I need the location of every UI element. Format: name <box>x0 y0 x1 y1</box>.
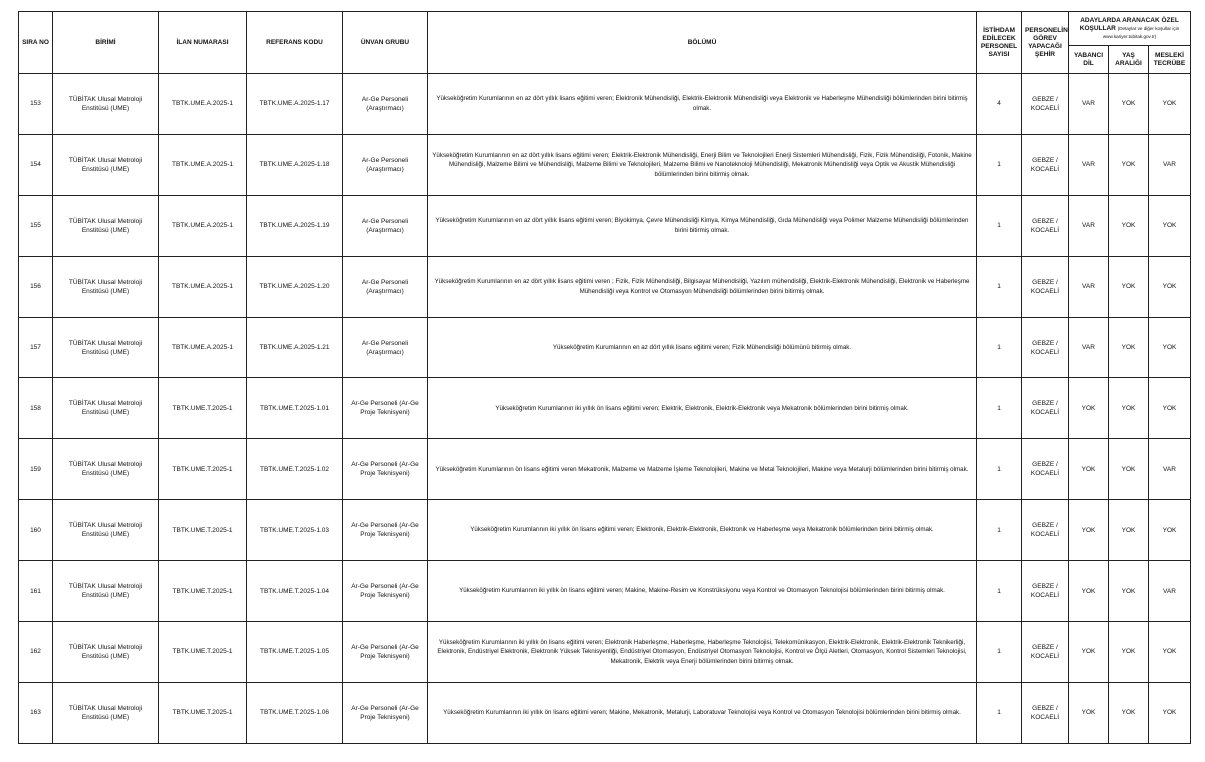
table-row <box>19 682 1191 743</box>
cell-birimi: TÜBİTAK Ulusal Metroloji Enstitüsü (UME) <box>53 74 159 135</box>
cell-personel-sayisi: 1 <box>977 378 1022 439</box>
cell-yabanci-dil: VAR <box>1069 317 1109 378</box>
cell-sira-no: 154 <box>19 134 53 195</box>
table-row <box>19 195 1191 256</box>
cell-sehir: GEBZE / KOCAELİ <box>1022 74 1069 135</box>
header-mesleki-tecrube: MESLEKİ TECRÜBE <box>1149 46 1191 74</box>
cell-mesleki-tecrube: YOK <box>1149 256 1191 317</box>
cell-yas-araligi: YOK <box>1109 439 1149 500</box>
cell-yas-araligi: YOK <box>1109 378 1149 439</box>
cell-referans-kodu: TBTK.UME.A.2025-1.19 <box>247 195 343 256</box>
cell-ilan-numarasi: TBTK.UME.A.2025-1 <box>159 317 247 378</box>
cell-unvan-grubu: Ar-Ge Personeli (Araştırmacı) <box>343 195 428 256</box>
cell-bolumu: Yükseköğretim Kurumlarının en az dört yıllık lisans eğitimi veren; Biyokimya, Çevre Mühendisliği Kimya, Kimya Mühendisliği, Gıda Mühendisliği veya Polimer Malzeme Mühendisliği bölümlerinden birini bitirmiş olmak. <box>428 195 977 256</box>
cell-yas-araligi: YOK <box>1109 195 1149 256</box>
cell-sehir: GEBZE / KOCAELİ <box>1022 378 1069 439</box>
cell-bolumu: Yükseköğretim Kurumlarının en az dört yıllık lisans eğitimi veren; Elektrik-Elektronik Mühendisliği, Enerji Bilim ve Teknolojileri Enerji Sistemleri Mühendisliği, Fizik, Fizik Mühendisliği, Fotonik, Makine Mühendisliği, Malzeme Bilimi ve Mühendisliği, Malzeme Bilimi ve Teknolojileri, Malzeme Bilimi ve Nanoteknoloji Mühendisliği, Mekatronik Mühendisliği veya Optik ve Akustik Mühendisliği bölümlerinden birini bitirmiş olmak. <box>428 134 977 195</box>
cell-sira-no: 158 <box>19 378 53 439</box>
header-referans-kodu: REFERANS KODU <box>247 12 343 74</box>
cell-personel-sayisi: 1 <box>977 682 1022 743</box>
cell-yabanci-dil: YOK <box>1069 439 1109 500</box>
cell-yas-araligi: YOK <box>1109 134 1149 195</box>
cell-yas-araligi: YOK <box>1109 500 1149 561</box>
cell-sira-no: 161 <box>19 561 53 622</box>
cell-yabanci-dil: VAR <box>1069 195 1109 256</box>
cell-sira-no: 155 <box>19 195 53 256</box>
table-row <box>19 134 1191 195</box>
cell-unvan-grubu: Ar-Ge Personeli (Ar-Ge Proje Teknisyeni) <box>343 500 428 561</box>
cell-bolumu: Yükseköğretim Kurumlarının iki yıllık ön lisans eğitimi veren; Makine, Makine-Resim ve Konstrüksiyonu veya Kontrol ve Otomasyon Teknolojisi bölümlerinden birini bitirmiş olmak. <box>428 561 977 622</box>
cell-sehir: GEBZE / KOCAELİ <box>1022 134 1069 195</box>
header-ilan-numarasi: İLAN NUMARASI <box>159 12 247 74</box>
cell-unvan-grubu: Ar-Ge Personeli (Araştırmacı) <box>343 74 428 135</box>
cell-yabanci-dil: VAR <box>1069 256 1109 317</box>
cell-referans-kodu: TBTK.UME.T.2025-1.02 <box>247 439 343 500</box>
cell-birimi: TÜBİTAK Ulusal Metroloji Enstitüsü (UME) <box>53 622 159 683</box>
cell-mesleki-tecrube: VAR <box>1149 561 1191 622</box>
header-birimi: BİRİMİ <box>53 12 159 74</box>
job-table-container <box>18 11 1190 744</box>
cell-mesleki-tecrube: VAR <box>1149 439 1191 500</box>
cell-bolumu: Yükseköğretim Kurumlarının en az dört yıllık lisans eğitimi veren; Fizik Mühendisliği bölümünü bitirmiş olmak. <box>428 317 977 378</box>
cell-mesleki-tecrube: YOK <box>1149 378 1191 439</box>
cell-sehir: GEBZE / KOCAELİ <box>1022 561 1069 622</box>
cell-bolumu: Yükseköğretim Kurumlarının ön lisans eğitimi veren Mekatronik, Malzeme ve Malzeme İşleme Teknolojileri, Makine ve Metal Teknolojileri, Makine veya Metalurji bölümlerinden birini bitirmiş olmak. <box>428 439 977 500</box>
cell-birimi: TÜBİTAK Ulusal Metroloji Enstitüsü (UME) <box>53 378 159 439</box>
cell-referans-kodu: TBTK.UME.A.2025-1.21 <box>247 317 343 378</box>
cell-yabanci-dil: YOK <box>1069 622 1109 683</box>
cell-sira-no: 153 <box>19 74 53 135</box>
cell-referans-kodu: TBTK.UME.A.2025-1.18 <box>247 134 343 195</box>
cell-bolumu: Yükseköğretim Kurumlarının iki yıllık ön lisans eğitimi veren; Makine, Mekatronik, Metalurji, Laboratuvar Teknolojisi veya Kontrol ve Otomasyon Teknolojisi bölümlerinden birini bitirmiş olmak. <box>428 682 977 743</box>
table-row <box>19 561 1191 622</box>
cell-personel-sayisi: 1 <box>977 439 1022 500</box>
cell-referans-kodu: TBTK.UME.T.2025-1.06 <box>247 682 343 743</box>
cell-mesleki-tecrube: YOK <box>1149 500 1191 561</box>
cell-sira-no: 157 <box>19 317 53 378</box>
cell-ilan-numarasi: TBTK.UME.T.2025-1 <box>159 500 247 561</box>
cell-mesleki-tecrube: VAR <box>1149 134 1191 195</box>
cell-yas-araligi: YOK <box>1109 74 1149 135</box>
cell-yas-araligi: YOK <box>1109 561 1149 622</box>
cell-unvan-grubu: Ar-Ge Personeli (Ar-Ge Proje Teknisyeni) <box>343 622 428 683</box>
cell-mesleki-tecrube: YOK <box>1149 74 1191 135</box>
cell-ilan-numarasi: TBTK.UME.T.2025-1 <box>159 378 247 439</box>
cell-unvan-grubu: Ar-Ge Personeli (Araştırmacı) <box>343 256 428 317</box>
cell-personel-sayisi: 1 <box>977 561 1022 622</box>
cell-birimi: TÜBİTAK Ulusal Metroloji Enstitüsü (UME) <box>53 195 159 256</box>
cell-birimi: TÜBİTAK Ulusal Metroloji Enstitüsü (UME) <box>53 500 159 561</box>
table-row <box>19 378 1191 439</box>
cell-sira-no: 160 <box>19 500 53 561</box>
cell-yabanci-dil: YOK <box>1069 561 1109 622</box>
cell-yabanci-dil: YOK <box>1069 378 1109 439</box>
cell-bolumu: Yükseköğretim Kurumlarının iki yıllık ön lisans eğitimi veren; Elektronik, Elektrik-Elektronik, Elektronik ve Haberleşme veya Mekatronik bölümlerinden birini bitirmiş olmak. <box>428 500 977 561</box>
cell-sehir: GEBZE / KOCAELİ <box>1022 195 1069 256</box>
cell-mesleki-tecrube: YOK <box>1149 195 1191 256</box>
cell-unvan-grubu: Ar-Ge Personeli (Ar-Ge Proje Teknisyeni) <box>343 378 428 439</box>
table-row <box>19 500 1191 561</box>
cell-sehir: GEBZE / KOCAELİ <box>1022 682 1069 743</box>
cell-birimi: TÜBİTAK Ulusal Metroloji Enstitüsü (UME) <box>53 439 159 500</box>
cell-mesleki-tecrube: YOK <box>1149 682 1191 743</box>
table-row <box>19 74 1191 135</box>
cell-unvan-grubu: Ar-Ge Personeli (Ar-Ge Proje Teknisyeni) <box>343 439 428 500</box>
cell-sehir: GEBZE / KOCAELİ <box>1022 439 1069 500</box>
header-yabanci-dil: YABANCI DİL <box>1069 46 1109 74</box>
cell-referans-kodu: TBTK.UME.T.2025-1.04 <box>247 561 343 622</box>
cell-ilan-numarasi: TBTK.UME.T.2025-1 <box>159 682 247 743</box>
cell-sira-no: 159 <box>19 439 53 500</box>
cell-yas-araligi: YOK <box>1109 622 1149 683</box>
cell-sehir: GEBZE / KOCAELİ <box>1022 622 1069 683</box>
cell-ilan-numarasi: TBTK.UME.A.2025-1 <box>159 256 247 317</box>
cell-bolumu: Yükseköğretim Kurumlarının en az dört yıllık lisans eğitimi veren; Elektronik Mühendisliği, Elektrik-Elektronik Mühendisliği veya Elektronik ve Haberleşme Mühendisliği bölümlerinden birini bitirmiş olmak. <box>428 74 977 135</box>
cell-personel-sayisi: 1 <box>977 317 1022 378</box>
cell-bolumu: Yükseköğretim Kurumlarının iki yıllık ön lisans eğitimi veren; Elektronik Haberleşme, Haberleşme, Haberleşme Teknolojisi, Telekomünikasyon, Elektrik-Elektronik, Elektrik-Elektronik Teknikerliği, Elektronik, Endüstriyel Elektronik, Elektronik Yüksek Teknisyenliği, Endüstriyel Otomasyon, Endüstriyel Otomasyon Teknolojisi, Kontrol ve Ölçü Aletleri, Otomasyon, Kontrol Sistemleri Teknolojisi, Mekatronik, Elektrik veya Enerji bölümlerinden birini bitirmiş olmak. <box>428 622 977 683</box>
cell-personel-sayisi: 1 <box>977 256 1022 317</box>
cell-yabanci-dil: VAR <box>1069 74 1109 135</box>
table-row <box>19 622 1191 683</box>
cell-unvan-grubu: Ar-Ge Personeli (Araştırmacı) <box>343 317 428 378</box>
cell-birimi: TÜBİTAK Ulusal Metroloji Enstitüsü (UME) <box>53 256 159 317</box>
header-yas-araligi: YAŞ ARALIĞI <box>1109 46 1149 74</box>
cell-referans-kodu: TBTK.UME.T.2025-1.03 <box>247 500 343 561</box>
cell-yas-araligi: YOK <box>1109 256 1149 317</box>
table-header <box>19 12 1191 74</box>
cell-sira-no: 156 <box>19 256 53 317</box>
cell-yabanci-dil: YOK <box>1069 500 1109 561</box>
cell-sira-no: 163 <box>19 682 53 743</box>
table-row <box>19 317 1191 378</box>
cell-birimi: TÜBİTAK Ulusal Metroloji Enstitüsü (UME) <box>53 317 159 378</box>
cell-ilan-numarasi: TBTK.UME.T.2025-1 <box>159 561 247 622</box>
cell-yas-araligi: YOK <box>1109 317 1149 378</box>
cell-birimi: TÜBİTAK Ulusal Metroloji Enstitüsü (UME) <box>53 134 159 195</box>
cell-referans-kodu: TBTK.UME.T.2025-1.01 <box>247 378 343 439</box>
cell-yabanci-dil: YOK <box>1069 682 1109 743</box>
cell-referans-kodu: TBTK.UME.T.2025-1.05 <box>247 622 343 683</box>
cell-yas-araligi: YOK <box>1109 682 1149 743</box>
cell-unvan-grubu: Ar-Ge Personeli (Ar-Ge Proje Teknisyeni) <box>343 682 428 743</box>
cell-personel-sayisi: 1 <box>977 500 1022 561</box>
cell-personel-sayisi: 1 <box>977 622 1022 683</box>
header-ozel-kosullar <box>1069 12 1191 46</box>
cell-birimi: TÜBİTAK Ulusal Metroloji Enstitüsü (UME) <box>53 682 159 743</box>
header-bolumu: BÖLÜMÜ <box>428 12 977 74</box>
header-sira-no: SIRA NO <box>19 12 53 74</box>
cell-ilan-numarasi: TBTK.UME.A.2025-1 <box>159 74 247 135</box>
cell-referans-kodu: TBTK.UME.A.2025-1.17 <box>247 74 343 135</box>
table-row <box>19 256 1191 317</box>
cell-birimi: TÜBİTAK Ulusal Metroloji Enstitüsü (UME) <box>53 561 159 622</box>
cell-bolumu: Yükseköğretim Kurumlarının iki yıllık ön lisans eğitimi veren; Elektrik, Elektronik, Elektrik-Elektronik veya Mekatronik bölümlerinden birini bitirmiş olmak. <box>428 378 977 439</box>
header-sehir: PERSONELİN GÖREV YAPACAĞI ŞEHİR <box>1022 12 1069 74</box>
cell-personel-sayisi: 1 <box>977 195 1022 256</box>
cell-personel-sayisi: 4 <box>977 74 1022 135</box>
cell-bolumu: Yükseköğretim Kurumlarının en az dört yıllık lisans eğitimi veren ; Fizik, Fizik Mühendisliği, Bilgisayar Mühendisliği, Yazılım mühendisliği, Elektrik-Elektronik Mühendisliği, Elektronik ve Haberleşme Mühendisliği veya Kontrol ve Otomasyon Mühendisliği bölümlerinden birini bitirmiş olmak. <box>428 256 977 317</box>
header-ozel-kosullar-title: ADAYLARDA ARANACAK ÖZEL KOŞULLAR <box>1079 16 1179 32</box>
cell-mesleki-tecrube: YOK <box>1149 317 1191 378</box>
cell-mesleki-tecrube: YOK <box>1149 622 1191 683</box>
header-ozel-kosullar-note: (Detaylar ve diğer koşullar için www.kariyer.tubitak.gov.tr) <box>1102 25 1180 39</box>
cell-sehir: GEBZE / KOCAELİ <box>1022 317 1069 378</box>
cell-ilan-numarasi: TBTK.UME.A.2025-1 <box>159 134 247 195</box>
table-body <box>19 74 1191 744</box>
cell-personel-sayisi: 1 <box>977 134 1022 195</box>
cell-sehir: GEBZE / KOCAELİ <box>1022 256 1069 317</box>
table-row <box>19 439 1191 500</box>
cell-ilan-numarasi: TBTK.UME.T.2025-1 <box>159 622 247 683</box>
cell-unvan-grubu: Ar-Ge Personeli (Araştırmacı) <box>343 134 428 195</box>
header-unvan-grubu: ÜNVAN GRUBU <box>343 12 428 74</box>
cell-sira-no: 162 <box>19 622 53 683</box>
cell-sehir: GEBZE / KOCAELİ <box>1022 500 1069 561</box>
cell-yabanci-dil: VAR <box>1069 134 1109 195</box>
cell-ilan-numarasi: TBTK.UME.A.2025-1 <box>159 195 247 256</box>
job-listing-table <box>18 11 1191 744</box>
header-personel-sayisi: İSTİHDAM EDİLECEK PERSONEL SAYISI <box>977 12 1022 74</box>
cell-referans-kodu: TBTK.UME.A.2025-1.20 <box>247 256 343 317</box>
cell-unvan-grubu: Ar-Ge Personeli (Ar-Ge Proje Teknisyeni) <box>343 561 428 622</box>
cell-ilan-numarasi: TBTK.UME.T.2025-1 <box>159 439 247 500</box>
